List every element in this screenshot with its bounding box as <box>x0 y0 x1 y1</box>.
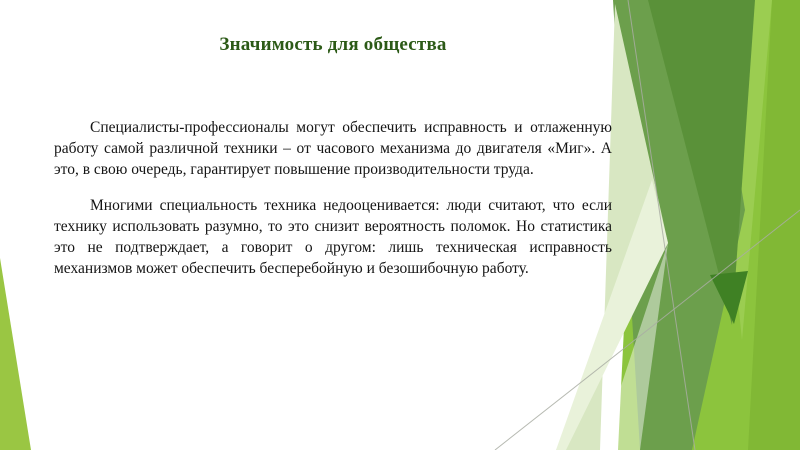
paragraph-1: Специалисты-профессионалы могут обеспечить исправность и отлаженную работу самой различной техники – от часового механизма до двигателя «Миг». А это, в свою очередь, гарантирует повышение производительности труда. <box>54 119 612 178</box>
paragraph-2: Многими специальность техника недооценивается: люди считают, что если технику использовать разумно, то это снизит вероятность поломок. Но статистика это не подтверждает, а говорит о другом: лишь техническая исправность механизмов может обеспечить бесперебойную и безошибочную работу. <box>54 197 612 277</box>
slide-title: Значимость для общества <box>219 34 447 55</box>
slide-content <box>54 0 612 296</box>
bottom-left-corner-triangle <box>0 258 31 450</box>
slide-body <box>54 118 612 280</box>
